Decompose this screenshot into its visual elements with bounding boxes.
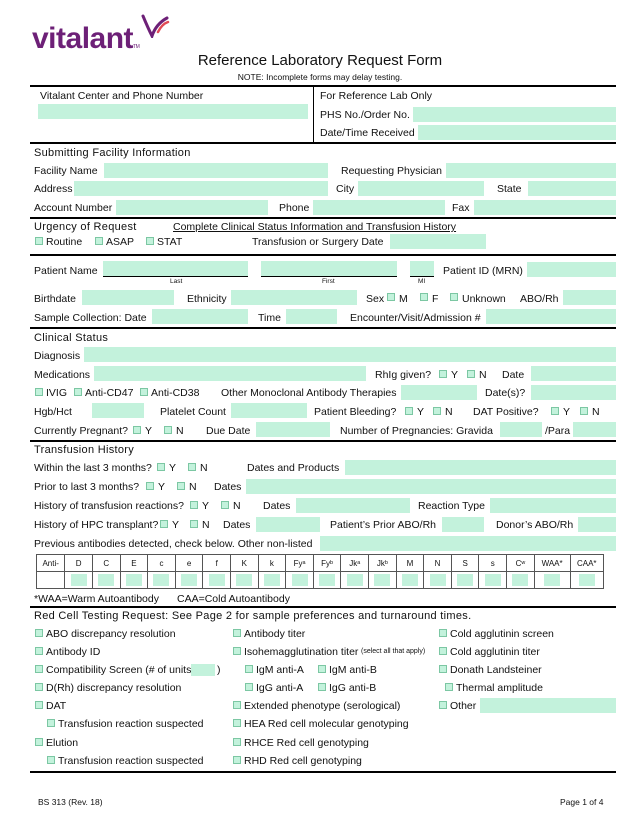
antibody-check-cell[interactable]: [507, 572, 535, 589]
antibody-header-cell: Fyᵇ: [313, 555, 341, 572]
rule: [30, 217, 616, 219]
within3-n-checkbox[interactable]: [188, 463, 196, 471]
prior-abo-label: Patient’s Prior ABO/Rh: [330, 519, 437, 531]
logo-tm: TM: [133, 44, 140, 50]
dat-test-checkbox[interactable]: [35, 701, 43, 709]
state-field[interactable]: [528, 181, 616, 196]
isohem-titer-label: Isohemagglutination titer: [244, 646, 359, 658]
dat-transfusion-reaction-checkbox[interactable]: [47, 719, 55, 727]
reactions-dates-field[interactable]: [296, 498, 410, 513]
hgb-hct-field[interactable]: [92, 403, 144, 418]
antibody-check-cell[interactable]: [148, 572, 176, 589]
within3-n-label: N: [200, 462, 208, 474]
pregnant-n-label: N: [176, 425, 184, 437]
igg-anti-a-label: IgG anti-A: [256, 682, 304, 694]
rhd-genotyping-checkbox[interactable]: [233, 756, 241, 764]
logo-text: vitalant: [32, 22, 134, 55]
donor-abo-field[interactable]: [578, 517, 616, 532]
antibody-check-cell[interactable]: [120, 572, 148, 589]
units-close-paren: ): [217, 664, 221, 676]
reactions-dates-label: Dates: [263, 500, 291, 512]
facility-name-field[interactable]: [104, 163, 328, 178]
abo-discrepancy-label: ABO discrepancy resolution: [46, 628, 176, 640]
city-field[interactable]: [358, 181, 484, 196]
elution-transfusion-reaction-label: Transfusion reaction suspected: [58, 755, 204, 767]
rhig-date-label: Date: [502, 369, 525, 381]
phs-label: PHS No./Order No.: [320, 109, 410, 121]
antibody-check-box[interactable]: [126, 574, 142, 586]
dat-n-label: N: [592, 406, 600, 418]
rule: [30, 771, 616, 773]
pregnant-label: Currently Pregnant?: [34, 425, 128, 437]
antibody-check-cell[interactable]: [175, 572, 203, 589]
antibody-check-cell[interactable]: [534, 572, 570, 589]
time-label: Time: [258, 312, 281, 324]
dat-transfusion-reaction-label: Transfusion reaction suspected: [58, 718, 204, 730]
antibody-header-row: [37, 555, 604, 572]
abo-discrepancy-checkbox[interactable]: [35, 629, 43, 637]
other-test-field[interactable]: [480, 698, 616, 713]
anti-cd47-label: Anti-CD47: [85, 387, 134, 399]
mi-caption: MI: [418, 278, 426, 285]
sample-date-label: Sample Collection: Date: [34, 312, 147, 324]
patient-id-label: Patient ID (MRN): [443, 265, 523, 277]
routine-label: Routine: [46, 236, 83, 248]
antibody-header-cell: WAA*: [534, 555, 570, 572]
center-phone-field[interactable]: [38, 104, 308, 119]
sample-date-field[interactable]: [152, 309, 248, 324]
vitalant-logo: [32, 22, 139, 56]
pregnant-n-checkbox[interactable]: [164, 426, 172, 434]
antibody-check-box[interactable]: [71, 574, 87, 586]
mab-dates-field[interactable]: [531, 385, 616, 400]
stat-label: STAT: [157, 236, 183, 248]
patient-name-label: Patient Name: [34, 265, 98, 277]
clinical-heading: Clinical Status: [34, 332, 109, 344]
drh-discrepancy-label: D(Rh) discrepancy resolution: [46, 682, 182, 694]
antibody-header-cell: Cʷ: [507, 555, 535, 572]
hpc-n-checkbox[interactable]: [190, 520, 198, 528]
antibody-check-box[interactable]: [374, 574, 390, 586]
antibody-check-cell: [37, 572, 65, 589]
cold-screen-checkbox[interactable]: [439, 629, 447, 637]
form-note: NOTE: Incomplete forms may delay testing.: [237, 72, 403, 82]
antibody-check-box[interactable]: [579, 574, 595, 586]
antibody-header-cell: s: [479, 555, 507, 572]
facility-heading: Submitting Facility Information: [34, 147, 191, 159]
ethnicity-field[interactable]: [231, 290, 357, 305]
gravida-label: Number of Pregnancies: Gravida: [340, 425, 493, 437]
prior3-n-label: N: [189, 481, 197, 493]
igm-anti-a-label: IgM anti-A: [256, 664, 304, 676]
bleeding-n-label: N: [445, 406, 453, 418]
antibody-header-cell: Fyᵃ: [286, 555, 314, 572]
donath-label: Donath Landsteiner: [450, 664, 542, 676]
patient-id-field[interactable]: [527, 262, 616, 277]
last-name-field[interactable]: [103, 261, 248, 276]
elution-transfusion-reaction-checkbox[interactable]: [47, 756, 55, 764]
dates-products-field[interactable]: [345, 460, 616, 475]
fax-field[interactable]: [474, 200, 616, 215]
antibody-check-box[interactable]: [153, 574, 169, 586]
sex-m-checkbox[interactable]: [387, 293, 395, 301]
dat-positive-label: DAT Positive?: [473, 406, 539, 418]
birthdate-label: Birthdate: [34, 293, 77, 305]
mab-dates-label: Date(s)?: [485, 387, 526, 399]
thermal-amplitude-checkbox[interactable]: [445, 683, 453, 691]
date-received-label: Date/Time Received: [320, 127, 415, 139]
hea-genotyping-label: HEA Red cell molecular genotyping: [244, 718, 409, 730]
gravida-field[interactable]: [500, 422, 542, 437]
rule: [103, 276, 248, 277]
antibody-header-cell: N: [424, 555, 452, 572]
thermal-amplitude-label: Thermal amplitude: [456, 682, 543, 694]
abo-rh-label: ABO/Rh: [520, 293, 559, 305]
antibody-check-cell[interactable]: [231, 572, 259, 589]
isohem-titer-checkbox[interactable]: [233, 647, 241, 655]
extended-phenotype-label: Extended phenotype (serological): [244, 700, 401, 712]
antibody-check-box[interactable]: [485, 574, 501, 586]
rule: [30, 440, 616, 442]
hpc-dates-label: Dates: [223, 519, 251, 531]
address-field[interactable]: [74, 181, 328, 196]
anti-cd47-checkbox[interactable]: [74, 388, 82, 396]
diagnosis-field[interactable]: [84, 347, 616, 362]
antibody-titer-checkbox[interactable]: [233, 629, 241, 637]
igm-anti-b-label: IgM anti-B: [329, 664, 377, 676]
antibody-check-box[interactable]: [544, 574, 560, 586]
birthdate-field[interactable]: [82, 290, 174, 305]
antibody-check-box[interactable]: [512, 574, 528, 586]
ethnicity-label: Ethnicity: [187, 293, 227, 305]
hpc-n-label: N: [202, 519, 210, 531]
antibody-header-cell: M: [396, 555, 424, 572]
urgency-heading: Urgency of Request: [34, 221, 137, 233]
para-label: /Para: [545, 425, 571, 437]
prior3-n-checkbox[interactable]: [177, 482, 185, 490]
form-title: Reference Laboratory Request Form: [197, 52, 443, 69]
antibody-id-checkbox[interactable]: [35, 647, 43, 655]
antibody-check-cell[interactable]: [203, 572, 231, 589]
dates-products-label: Dates and Products: [247, 462, 340, 474]
due-date-field[interactable]: [256, 422, 330, 437]
rbc-heading: Red Cell Testing Request: See Page 2 for sample preferences and turnaround times.: [34, 610, 472, 622]
hpc-y-label: Y: [172, 519, 180, 531]
address-label: Address: [34, 183, 73, 195]
igg-anti-b-label: IgG anti-B: [329, 682, 377, 694]
sex-f-checkbox[interactable]: [420, 293, 428, 301]
units-field[interactable]: [191, 664, 215, 676]
igg-anti-b-checkbox[interactable]: [318, 683, 326, 691]
pregnant-y-label: Y: [145, 425, 153, 437]
pregnant-y-checkbox[interactable]: [133, 426, 141, 434]
city-label: City: [336, 183, 355, 195]
sex-unknown-label: Unknown: [462, 293, 506, 305]
stat-checkbox[interactable]: [146, 237, 154, 245]
sex-f-label: F: [432, 293, 439, 305]
antibody-check-box[interactable]: [402, 574, 418, 586]
within3-y-label: Y: [169, 462, 177, 474]
encounter-label: Encounter/Visit/Admission #: [350, 312, 481, 324]
antibody-check-box[interactable]: [236, 574, 252, 586]
antibody-check-box[interactable]: [264, 574, 280, 586]
platelet-field[interactable]: [231, 403, 307, 418]
reactions-y-checkbox[interactable]: [190, 501, 198, 509]
form-id: BS 313 (Rev. 18): [38, 797, 103, 807]
account-field[interactable]: [116, 200, 268, 215]
other-test-checkbox[interactable]: [439, 701, 447, 709]
phs-field[interactable]: [413, 107, 616, 122]
bleeding-n-checkbox[interactable]: [433, 407, 441, 415]
reaction-type-label: Reaction Type: [418, 500, 485, 512]
reaction-type-field[interactable]: [490, 498, 616, 513]
encounter-field[interactable]: [486, 309, 616, 324]
platelet-label: Platelet Count: [160, 406, 226, 418]
antibody-check-cell[interactable]: [313, 572, 341, 589]
antibody-check-cell[interactable]: [396, 572, 424, 589]
rhig-date-field[interactable]: [531, 366, 616, 381]
transfusion-heading: Transfusion History: [34, 444, 135, 456]
rhd-genotyping-label: RHD Red cell genotyping: [244, 755, 362, 767]
rhce-genotyping-label: RHCE Red cell genotyping: [244, 737, 369, 749]
reactions-label: History of transfusion reactions?: [34, 500, 184, 512]
last-caption: Last: [170, 278, 183, 285]
waa-note: *WAA=Warm Autoantibody: [34, 593, 159, 605]
first-name-field[interactable]: [261, 261, 397, 276]
physician-field[interactable]: [446, 163, 616, 178]
cold-screen-label: Cold agglutinin screen: [450, 628, 554, 640]
antibody-check-box[interactable]: [209, 574, 225, 586]
reactions-y-label: Y: [202, 500, 210, 512]
antibody-id-label: Antibody ID: [46, 646, 101, 658]
prior3-y-label: Y: [158, 481, 166, 493]
elution-checkbox[interactable]: [35, 738, 43, 746]
cold-titer-label: Cold agglutinin titer: [450, 646, 540, 658]
physician-label: Requesting Physician: [341, 165, 442, 177]
rhig-y-label: Y: [451, 369, 459, 381]
rule: [410, 276, 434, 277]
hpc-dates-field[interactable]: [256, 517, 320, 532]
antibody-check-cell[interactable]: [92, 572, 120, 589]
antibody-header-cell: f: [203, 555, 231, 572]
rhig-y-checkbox[interactable]: [439, 370, 447, 378]
antibody-header-cell: C: [92, 555, 120, 572]
rule: [30, 606, 616, 608]
other-test-label: Other: [450, 700, 477, 712]
ivig-label: IVIG: [46, 387, 68, 399]
reactions-n-checkbox[interactable]: [221, 501, 229, 509]
page-number: Page 1 of 4: [560, 797, 604, 807]
rule: [30, 327, 616, 329]
antibody-check-cell[interactable]: [286, 572, 314, 589]
antibody-check-row: [37, 572, 604, 589]
other-mab-label: Other Monoclonal Antibody Therapies: [221, 387, 397, 399]
clinical-link: Complete Clinical Status Information and Transfusion History: [173, 221, 457, 233]
diagnosis-label: Diagnosis: [34, 350, 81, 362]
logo-swoosh-icon: [140, 14, 170, 38]
prior3-label: Prior to last 3 months?: [34, 481, 140, 493]
hgb-hct-label: Hgb/Hct: [34, 406, 72, 418]
state-label: State: [497, 183, 522, 195]
antibody-check-box[interactable]: [347, 574, 363, 586]
antibody-check-cell[interactable]: [65, 572, 93, 589]
antibody-check-cell[interactable]: [369, 572, 397, 589]
antibody-check-box[interactable]: [98, 574, 114, 586]
bleeding-y-checkbox[interactable]: [405, 407, 413, 415]
igm-anti-b-checkbox[interactable]: [318, 665, 326, 673]
antibody-header-cell: S: [451, 555, 479, 572]
other-nonlisted-field[interactable]: [320, 536, 616, 551]
drh-discrepancy-checkbox[interactable]: [35, 683, 43, 691]
rule: [30, 254, 616, 256]
dat-y-checkbox[interactable]: [551, 407, 559, 415]
para-field[interactable]: [573, 422, 616, 437]
prior-abo-field[interactable]: [442, 517, 484, 532]
donath-checkbox[interactable]: [439, 665, 447, 673]
facility-name-label: Facility Name: [34, 165, 98, 177]
antibody-check-box[interactable]: [430, 574, 446, 586]
antibody-header-cell: k: [258, 555, 286, 572]
sex-label: Sex: [366, 293, 385, 305]
antibody-check-cell[interactable]: [570, 572, 604, 589]
ref-lab-label: For Reference Lab Only: [320, 90, 433, 102]
antibody-check-box[interactable]: [292, 574, 308, 586]
antibody-check-cell[interactable]: [341, 572, 369, 589]
igg-anti-a-checkbox[interactable]: [245, 683, 253, 691]
bleeding-label: Patient Bleeding?: [314, 406, 397, 418]
rhig-label: RhIg given?: [375, 369, 432, 381]
hpc-y-checkbox[interactable]: [160, 520, 168, 528]
due-date-label: Due Date: [206, 425, 251, 437]
fax-label: Fax: [452, 202, 470, 214]
rule: [261, 276, 397, 277]
rhce-genotyping-checkbox[interactable]: [233, 738, 241, 746]
caa-note: CAA=Cold Autoantibody: [177, 593, 290, 605]
hpc-label: History of HPC transplant?: [34, 519, 159, 531]
rhig-n-checkbox[interactable]: [467, 370, 475, 378]
mi-field[interactable]: [410, 261, 434, 276]
antibody-header-cell: D: [65, 555, 93, 572]
reactions-n-label: N: [233, 500, 241, 512]
dat-n-checkbox[interactable]: [580, 407, 588, 415]
antibody-header-cell: Jkᵇ: [369, 555, 397, 572]
sex-m-label: M: [399, 293, 408, 305]
rhig-n-label: N: [479, 369, 487, 381]
bleeding-y-label: Y: [417, 406, 425, 418]
surgery-date-label: Transfusion or Surgery Date: [252, 236, 384, 248]
antibody-header-cell: Jkᵃ: [341, 555, 369, 572]
within3-y-checkbox[interactable]: [157, 463, 165, 471]
rule: [30, 142, 616, 144]
asap-checkbox[interactable]: [95, 237, 103, 245]
asap-label: ASAP: [106, 236, 135, 248]
hea-genotyping-checkbox[interactable]: [233, 719, 241, 727]
surgery-date-field[interactable]: [390, 234, 486, 249]
anti-cd38-checkbox[interactable]: [140, 388, 148, 396]
antibody-header-cell: E: [120, 555, 148, 572]
medications-label: Medications: [34, 369, 91, 381]
elution-label: Elution: [46, 737, 79, 749]
select-all-note: (select all that apply): [361, 648, 426, 655]
antibody-header-cell: K: [231, 555, 259, 572]
medications-field[interactable]: [94, 366, 366, 381]
antibody-header-cell: e: [175, 555, 203, 572]
first-caption: First: [322, 278, 335, 285]
rule: [313, 86, 314, 142]
rule: [30, 85, 616, 87]
anti-cd38-label: Anti-CD38: [151, 387, 200, 399]
antibody-check-cell[interactable]: [479, 572, 507, 589]
center-label: Vitalant Center and Phone Number: [40, 90, 204, 102]
dat-test-label: DAT: [46, 700, 67, 712]
antibody-header-cell: CAA*: [570, 555, 604, 572]
donor-abo-label: Donor’s ABO/Rh: [496, 519, 574, 531]
date-received-field[interactable]: [418, 125, 616, 140]
antibody-check-box[interactable]: [457, 574, 473, 586]
antibody-header-cell: Anti-: [37, 555, 65, 572]
prev-ab-label: Previous antibodies detected, check below. Other non-listed: [34, 538, 313, 550]
ivig-checkbox[interactable]: [35, 388, 43, 396]
account-label: Account Number: [34, 202, 113, 214]
antibody-check-cell[interactable]: [424, 572, 452, 589]
phone-field[interactable]: [313, 200, 445, 215]
prior3-y-checkbox[interactable]: [146, 482, 154, 490]
compat-screen-checkbox[interactable]: [35, 665, 43, 673]
antibody-header-cell: c: [148, 555, 176, 572]
routine-checkbox[interactable]: [35, 237, 43, 245]
time-field[interactable]: [286, 309, 337, 324]
antibody-check-box[interactable]: [319, 574, 335, 586]
compat-screen-label: Compatibility Screen (# of units: [46, 664, 192, 676]
cold-titer-checkbox[interactable]: [439, 647, 447, 655]
igm-anti-a-checkbox[interactable]: [245, 665, 253, 673]
antibody-check-box[interactable]: [181, 574, 197, 586]
other-mab-field[interactable]: [401, 385, 477, 400]
prior3-dates-field[interactable]: [246, 479, 616, 494]
prior3-dates-label: Dates: [214, 481, 242, 493]
abo-rh-field[interactable]: [563, 290, 616, 305]
phone-label: Phone: [279, 202, 310, 214]
sex-unknown-checkbox[interactable]: [450, 293, 458, 301]
antibody-check-cell[interactable]: [451, 572, 479, 589]
extended-phenotype-checkbox[interactable]: [233, 701, 241, 709]
antibody-table: [36, 554, 604, 589]
antibody-titer-label: Antibody titer: [244, 628, 306, 640]
antibody-check-cell[interactable]: [258, 572, 286, 589]
dat-y-label: Y: [563, 406, 571, 418]
within3-label: Within the last 3 months?: [34, 462, 152, 474]
